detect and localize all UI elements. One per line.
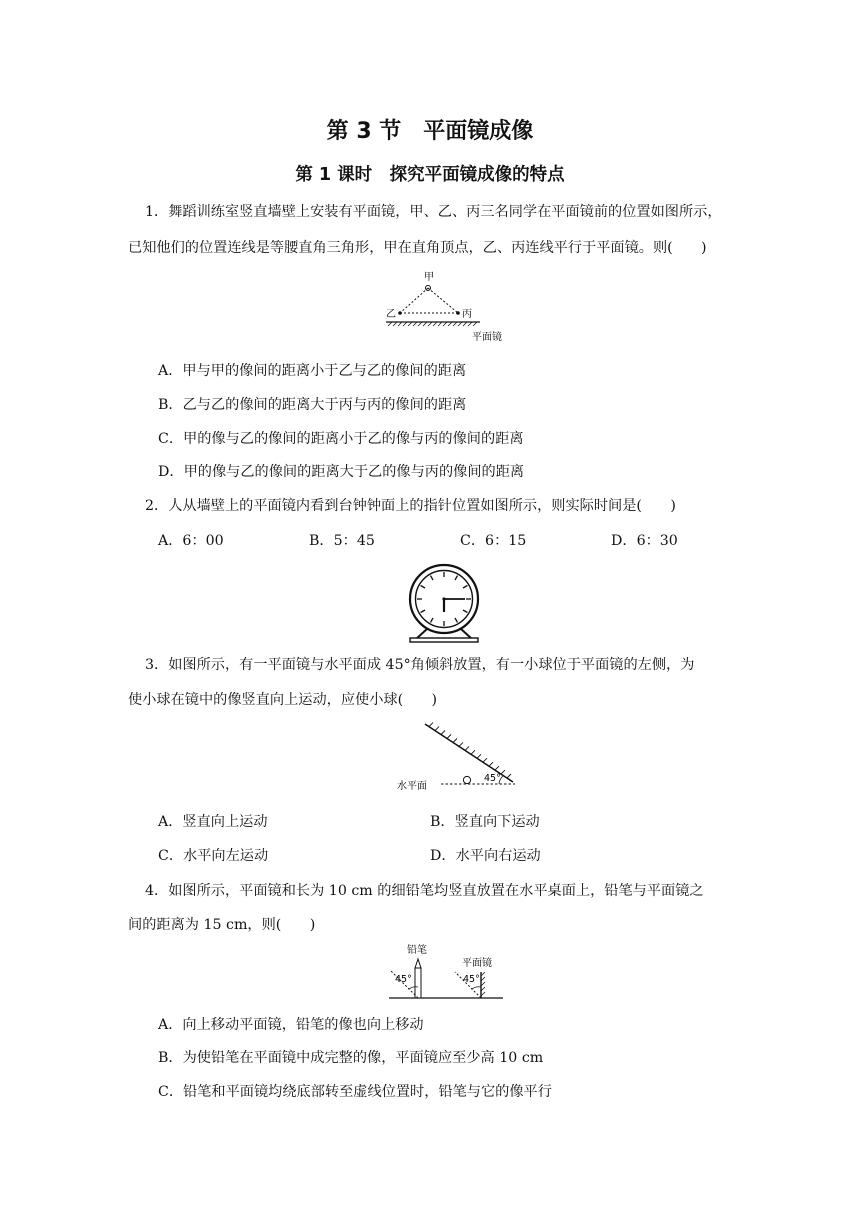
q1-stem-line2: 已知他们的位置连线是等腰直角三角形，甲在直角顶点，乙、丙连线平行于平面镜。则( ) (128, 240, 707, 256)
q1-label-yi: 乙 (386, 309, 396, 320)
q1-option-d: D．甲的像与乙的像间的距离大于乙的像与丙的像间的距离 (158, 464, 525, 480)
bing-point (456, 311, 460, 315)
q3-angle-label: 45° (484, 773, 501, 784)
q3-stem-line1: 3．如图所示，有一平面镜与水平面成 45°角倾斜放置，有一小球位于平面镜的左侧，为 (145, 657, 695, 673)
q3-horizontal-label: 水平面 (397, 781, 427, 792)
q3-option-c: C．水平向左运动 (158, 848, 269, 864)
q4-pencil-label: 铅笔 (407, 945, 427, 956)
q4-option-a: A．向上移动平面镜，铅笔的像也向上移动 (158, 1017, 424, 1033)
q4-angle-left: 45° (395, 974, 412, 985)
section-title: 第 3 节 平面镜成像 (326, 119, 534, 144)
q4-mirror-label: 平面镜 (462, 958, 492, 969)
ball (463, 776, 470, 783)
pencil-body (415, 968, 421, 998)
q4-figure (385, 940, 510, 1002)
q2-option-c: C．6：15 (460, 533, 527, 549)
q1-figure (380, 268, 520, 346)
clock-figure (402, 557, 486, 643)
q3-stem-line2: 使小球在镜中的像竖直向上运动，应使小球( ) (128, 692, 438, 708)
pencil-tip (415, 959, 421, 968)
q2-option-d: D．6：30 (611, 533, 678, 549)
q3-figure (395, 720, 525, 796)
lesson-title: 第 1 课时 探究平面镜成像的特点 (295, 165, 565, 185)
q4-option-b: B．为使铅笔在平面镜中成完整的像，平面镜应至少高 10 cm (158, 1050, 544, 1066)
q1-option-a: A．甲与甲的像间的距离小于乙与乙的像间的距离 (158, 363, 467, 379)
q4-angle-right: 45° (463, 974, 480, 985)
q1-label-bing: 丙 (462, 309, 472, 320)
q1-label-jia: 甲 (424, 272, 434, 283)
q2-option-b: B．5：45 (309, 533, 375, 549)
q4-stem-line1: 4．如图所示，平面镜和长为 10 cm 的细铅笔均竖直放置在水平桌面上，铅笔与平面镜之 (145, 883, 704, 899)
q3-option-d: D．水平向右运动 (430, 848, 541, 864)
q1-label-mirror: 平面镜 (472, 332, 502, 343)
q4-option-c: C．铅笔和平面镜均绕底部转至虚线位置时，铅笔与它的像平行 (158, 1084, 552, 1100)
clock-base (410, 638, 478, 642)
q2-option-a: A．6：00 (158, 533, 224, 549)
q1-stem-line1: 1．舞蹈训练室竖直墙壁上安装有平面镜，甲、乙、丙三名同学在平面镜前的位置如图所示， (145, 204, 722, 220)
q2-stem: 2．人从墙壁上的平面镜内看到台钟钟面上的指针位置如图所示，则实际时间是( ) (145, 498, 676, 514)
q3-option-b: B．竖直向下运动 (430, 814, 540, 830)
q1-option-c: C．甲的像与乙的像间的距离小于乙的像与丙的像间的距离 (158, 431, 524, 447)
yi-point (398, 311, 402, 315)
q4-stem-line2: 间的距离为 15 cm，则( ) (128, 917, 316, 933)
q1-option-b: B．乙与乙的像间的距离大于丙与丙的像间的距离 (158, 397, 467, 413)
q3-option-a: A．竖直向上运动 (158, 814, 268, 830)
